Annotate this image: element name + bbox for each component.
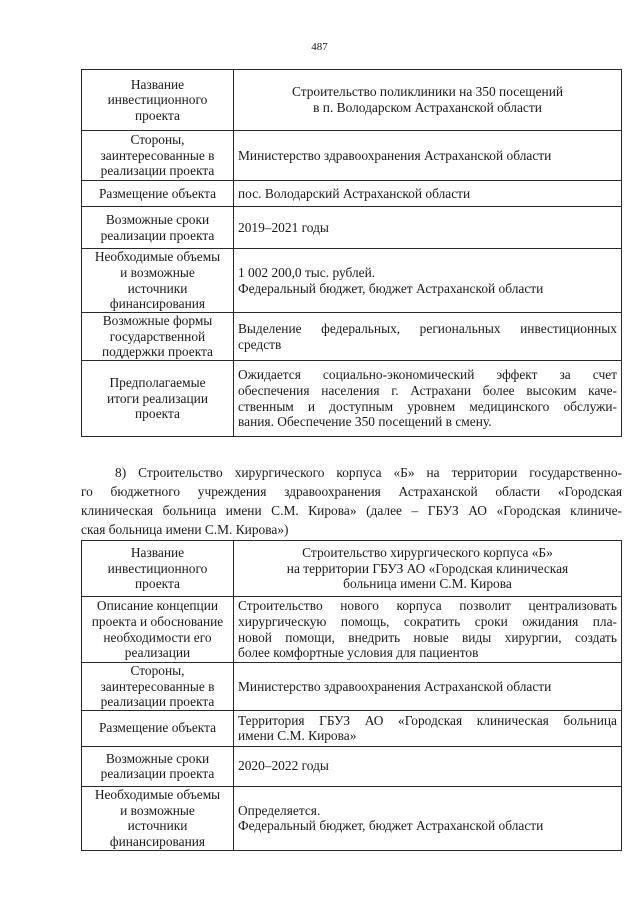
value-line: более комфортные условия для пациентов <box>238 645 479 661</box>
table-row <box>82 597 622 663</box>
label-line: поддержки проекта <box>102 344 213 360</box>
label-line: и возможные <box>120 264 195 280</box>
table-row <box>82 710 622 746</box>
row-label <box>82 207 234 249</box>
label-line: государственной <box>109 328 206 344</box>
label-line: источники <box>127 280 188 296</box>
value-line: новой помощи, внедрить новые виды хирургии, создать <box>238 629 617 645</box>
label-line: реализации проекта <box>100 227 215 243</box>
value-line: вания. Обеспечение 350 посещений в смену. <box>238 414 492 430</box>
value-line: в п. Володарском Астраханской области <box>313 100 542 115</box>
table-row <box>82 746 622 786</box>
table-row <box>82 313 622 361</box>
row-label <box>82 131 234 181</box>
label-line: Размещение объекта <box>98 185 217 201</box>
table-row <box>82 663 622 711</box>
label-line: Необходимые объемы <box>94 249 221 265</box>
row-label <box>82 746 234 786</box>
project-table-surgical-building <box>81 540 622 851</box>
label-line: Описание концепции <box>96 598 219 614</box>
label-line: инвестиционного <box>107 560 208 576</box>
value-line: Федеральный бюджет, бюджет Астраханской области <box>238 818 544 834</box>
row-label <box>82 249 234 313</box>
label-line: Возможные сроки <box>105 211 210 227</box>
value-line: Ожидается социально-экономический эффект за счет <box>238 367 617 383</box>
value-line: Определяется. <box>238 802 321 818</box>
row-value <box>234 710 622 746</box>
value-line: имени С.М. Кирова» <box>238 728 357 744</box>
table-row <box>82 541 622 597</box>
row-label <box>82 541 234 597</box>
value-line: хирургическую помощь, сократить сроки ожидания пла- <box>238 613 617 629</box>
row-label <box>82 663 234 711</box>
paragraph-line: клиническая больница имени С.М. Кирова» (далее – ГБУЗ АО «Городская клиниче- <box>81 503 622 518</box>
label-line: реализации проекта <box>100 694 215 710</box>
paragraph-line: 8) Строительство хирургического корпуса «Б» на территории государственно- <box>115 465 622 480</box>
label-line: заинтересованные в <box>100 678 215 694</box>
row-value <box>234 70 622 131</box>
row-label <box>82 361 234 437</box>
value-line: средств <box>238 336 282 352</box>
label-line: реализации <box>124 645 191 661</box>
label-line: Название <box>130 545 185 561</box>
label-line: реализации проекта <box>100 766 215 782</box>
row-label <box>82 70 234 131</box>
label-line: необходимости его <box>103 629 212 645</box>
table-row <box>82 786 622 850</box>
label-line: Стороны, <box>130 663 185 678</box>
table-row <box>82 361 622 437</box>
paragraph-line: го бюджетного учреждения здравоохранения Астраханской области «Городская <box>81 484 622 499</box>
label-line: проекта <box>135 576 180 592</box>
row-value <box>234 597 622 663</box>
table-row <box>82 207 622 249</box>
label-line: проекта <box>135 107 180 123</box>
label-line: Стороны, <box>130 132 185 148</box>
value-line: 2020–2022 годы <box>238 758 329 774</box>
value-line: Федеральный бюджет, бюджет Астраханской области <box>238 280 544 296</box>
value-line: больница имени С.М. Кирова <box>343 576 512 592</box>
label-line: Возможные формы <box>102 313 213 329</box>
table-row <box>82 131 622 181</box>
value-line: Строительство хирургического корпуса «Б» <box>302 545 553 561</box>
value-line: 2019–2021 годы <box>238 219 329 235</box>
value-line: Территория ГБУЗ АО «Городская клиническая больница <box>238 712 617 728</box>
row-value <box>234 131 622 181</box>
label-line: заинтересованные в <box>100 147 215 163</box>
value-line: Выделение федеральных, региональных инвестиционных <box>238 320 617 336</box>
value-line: ственным и доступным уровнем медицинского обслужи- <box>238 398 617 414</box>
value-line: 1 002 200,0 тыс. рублей. <box>238 264 376 280</box>
row-value <box>234 207 622 249</box>
label-line: инвестиционного <box>107 92 208 108</box>
label-line: проекта и обоснование <box>91 613 224 629</box>
label-line: проекта <box>135 406 180 422</box>
label-line: Размещение объекта <box>98 720 217 736</box>
section-paragraph <box>81 463 622 539</box>
page-number: 487 <box>311 41 328 53</box>
row-value <box>234 746 622 786</box>
row-label <box>82 313 234 361</box>
row-value <box>234 249 622 313</box>
label-line: итоги реализации <box>107 390 208 406</box>
label-line: Название <box>130 76 185 92</box>
row-value <box>234 663 622 711</box>
row-value <box>234 361 622 437</box>
label-line: источники <box>127 818 188 834</box>
row-label <box>82 597 234 663</box>
row-value <box>234 313 622 361</box>
label-line: Возможные сроки <box>105 750 210 766</box>
row-value <box>234 541 622 597</box>
row-value <box>234 181 622 207</box>
label-line: Необходимые объемы <box>94 787 221 803</box>
value-line: Министерство здравоохранения Астраханской области <box>238 678 552 694</box>
value-line: на территории ГБУЗ АО «Городская клиническая <box>286 560 569 576</box>
table-row <box>82 181 622 207</box>
value-line: Министерство здравоохранения Астраханской области <box>238 147 552 163</box>
row-label <box>82 786 234 850</box>
paragraph-line: ская больница имени С.М. Кирова») <box>81 522 289 537</box>
label-line: финансирования <box>109 296 206 312</box>
label-line: и возможные <box>120 802 195 818</box>
label-line: реализации проекта <box>100 163 215 179</box>
table-row <box>82 249 622 313</box>
value-line: обеспечения населения г. Астрахани более высоким каче- <box>238 382 617 398</box>
value-line: Строительство нового корпуса позволит централизовать <box>238 598 617 614</box>
row-value <box>234 786 622 850</box>
value-line: Строительство поликлиники на 350 посещений <box>291 84 564 100</box>
row-label <box>82 181 234 207</box>
label-line: финансирования <box>109 833 206 849</box>
value-line: пос. Володарский Астраханской области <box>238 185 471 201</box>
row-label <box>82 710 234 746</box>
label-line: Предполагаемые <box>109 375 206 391</box>
project-table-polyclinic <box>81 69 622 437</box>
table-row <box>82 70 622 131</box>
